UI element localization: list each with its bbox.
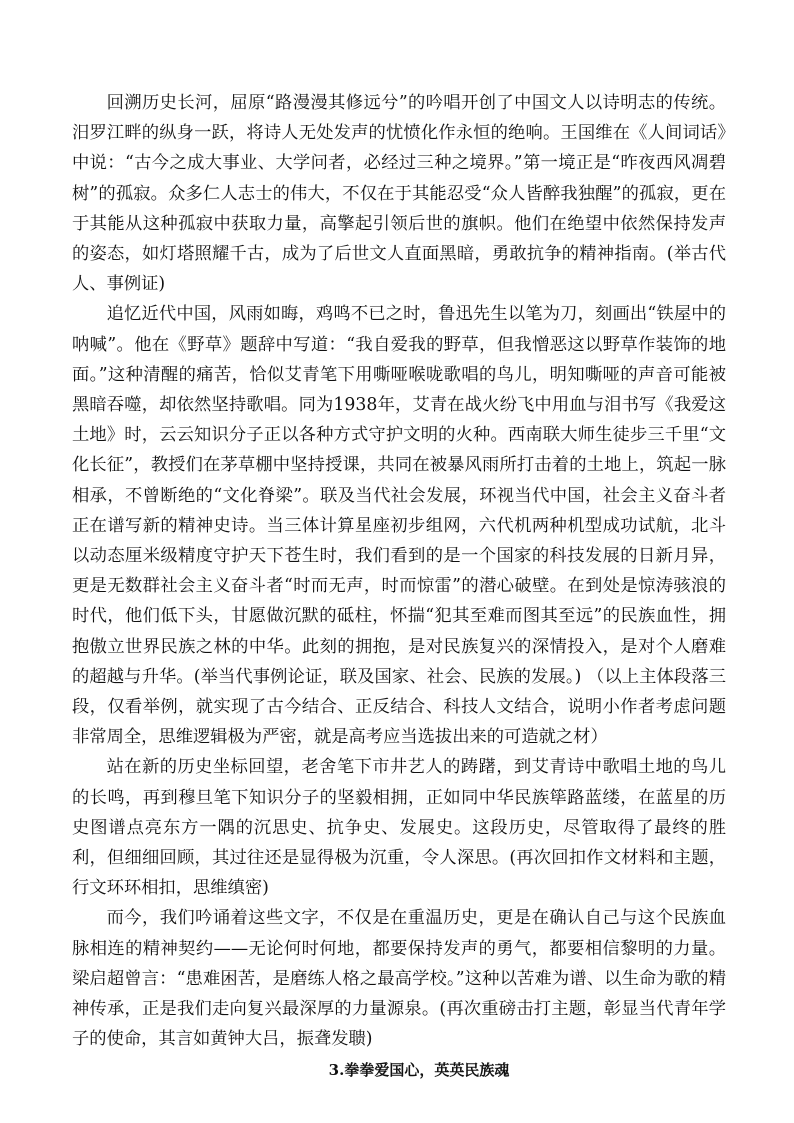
section-heading: 3.拳拳爱国心，英英民族魂	[328, 1060, 510, 1079]
document-page	[72, 88, 726, 1085]
paragraph-historical-review: 站在新的历史坐标回望，老舍笔下市井艺人的踌躇，到艾青诗中歌唱土地的鸟儿的长鸣，再到穆旦笔下知识分子的坚毅相拥，正如同中华民族筚路蓝缕，在蓝星的历史图谱点亮东方一隅的沉思史、抗争史、发展史。这段历史，尽管取得了最终的胜利，但细细回顾，其过往还是显得极为沉重，令人深思。(再次回扣作文材料和主题，行文环环相扣，思维缜密)	[72, 757, 726, 899]
paragraph-modern-examples: 追忆近代中国，风雨如晦，鸡鸣不已之时，鲁迅先生以笔为刀，刻画出“铁屋中的呐喊”。他在《野草》题辞中写道：“我自爱我的野草，但我憎恶这以野草作装饰的地面。”这种清醒的痛苦，恰似艾青笔下用嘶哑喉咙歌唱的鸟儿，明知嘶哑的声音可能被黑暗吞噬，却依然坚持歌唱。同为1938年，艾青在战火纷飞中用血与泪书写《我爱这土地》时，云云知识分子正以各种方式守护文明的火种。西南联大师生徒步三千里“文化长征”，教授们在茅草棚中坚持授课，共同在被暴风雨所打击着的土地上，筑起一脉相承，不曾断绝的“文化脊梁”。联及当代社会发展，环视当代中国，社会主义奋斗者正在谱写新的精神史诗。当三体计算星座初步组网，六代机两种机型成功试航，北斗以动态厘米级精度守护天下苍生时，我们看到的是一个国家的科技发展的日新月异，更是无数群社会主义奋斗者“时而无声，时而惊雷”的潜心破壁。在到处是惊涛骇浪的时代，他们低下头，甘愿做沉默的砥柱，怀揣“犯其至难而图其至远”的民族血性，拥抱傲立世界民族之林的中华。此刻的拥抱，是对民族复兴的深情投入，是对个人磨难的超越与升华。(举当代事例论证，联及国家、社会、民族的发展。) （以上主体段落三段，仅看举例，就实现了古今结合、正反结合、科技人文结合，说明小作者考虑问题非常周全，思维逻辑极为严密，就是高考应当选拔出来的可造就之材）	[72, 304, 726, 748]
paragraph-conclusion: 而今，我们吟诵着这些文字，不仅是在重温历史，更是在确认自己与这个民族血脉相连的精神契约——无论何时何地，都要保持发声的勇气，都要相信黎明的力量。梁启超曾言：“患难困苦，是磨练人格之最高学校。”这种以苦难为谱、以生命为歌的精神传承，正是我们走向复兴最深厚的力量源泉。(再次重磅击打主题，彰显当代青年学子的使命，其言如黄钟大吕，振聋发聩)	[72, 908, 726, 1050]
paragraph-ancient-examples: 回溯历史长河，屈原“路漫漫其修远兮”的吟唱开创了中国文人以诗明志的传统。汨罗江畔的纵身一跃，将诗人无处发声的忧愤化作永恒的绝响。王国维在《人间词话》中说：“古今之成大事业、大学问者，必经过三种之境界。”第一境正是“昨夜西风凋碧树”的孤寂。众多仁人志士的伟大，不仅在于其能忍受“众人皆醉我独醒”的孤寂，更在于其能从这种孤寂中获取力量，高擎起引领后世的旗帜。他们在绝望中依然保持发声的姿态，如灯塔照耀千古，成为了后世文人直面黑暗，勇敢抗争的精神指南。(举古代人、事例证)	[72, 93, 726, 295]
